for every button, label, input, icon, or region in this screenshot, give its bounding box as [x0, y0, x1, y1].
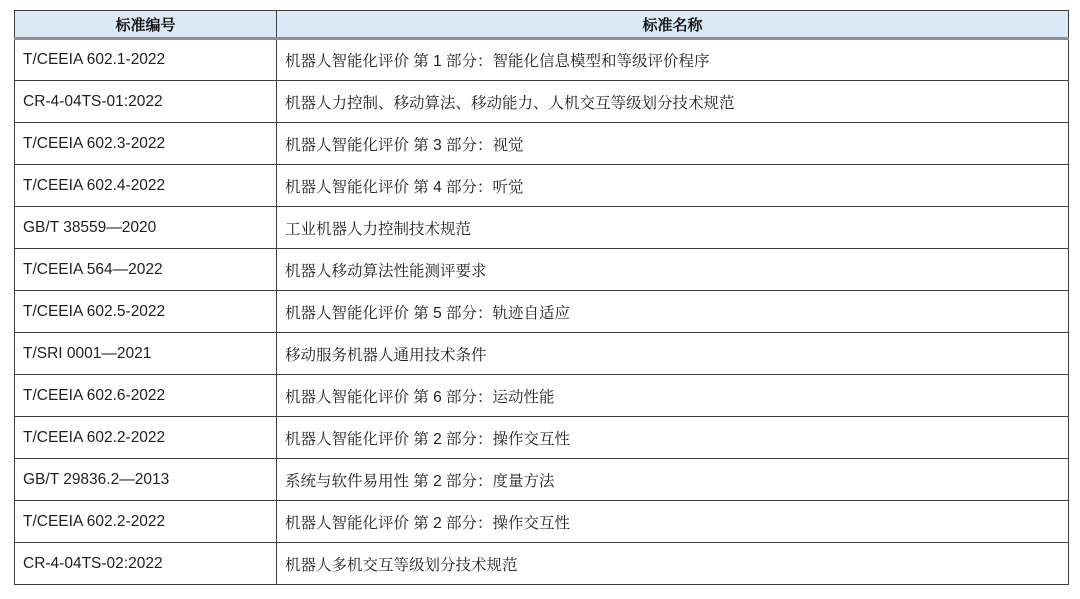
standard-name-cell: 机器人多机交互等级划分技术规范: [277, 543, 1069, 585]
standard-name-cell: 机器人智能化评价 第 2 部分：操作交互性: [277, 417, 1069, 459]
standard-code-cell: T/CEEIA 602.6-2022: [15, 375, 277, 417]
standard-code-cell: T/CEEIA 602.3-2022: [15, 123, 277, 165]
standard-name-cell: 机器人力控制、移动算法、移动能力、人机交互等级划分技术规范: [277, 81, 1069, 123]
column-header-standard-name: 标准名称: [277, 11, 1069, 39]
standard-code-cell: T/CEEIA 602.2-2022: [15, 501, 277, 543]
standard-code-cell: GB/T 38559—2020: [15, 207, 277, 249]
standard-name-cell: 机器人智能化评价 第 2 部分：操作交互性: [277, 501, 1069, 543]
standard-name-cell: 工业机器人力控制技术规范: [277, 207, 1069, 249]
standard-code-cell: T/CEEIA 602.5-2022: [15, 291, 277, 333]
standard-name-cell: 移动服务机器人通用技术条件: [277, 333, 1069, 375]
standard-code-cell: T/CEEIA 602.2-2022: [15, 417, 277, 459]
table-row: [15, 123, 1069, 165]
table-row: [15, 543, 1069, 585]
table-row: [15, 501, 1069, 543]
standard-code-cell: T/CEEIA 564—2022: [15, 249, 277, 291]
table-row: [15, 417, 1069, 459]
standard-code-cell: T/CEEIA 602.4-2022: [15, 165, 277, 207]
table-row: [15, 39, 1069, 81]
standard-code-cell: CR-4-04TS-01:2022: [15, 81, 277, 123]
table-row: [15, 459, 1069, 501]
column-header-standard-code: 标准编号: [15, 11, 277, 39]
table-row: [15, 291, 1069, 333]
table-row: [15, 375, 1069, 417]
standard-code-cell: T/SRI 0001—2021: [15, 333, 277, 375]
standard-code-cell: GB/T 29836.2—2013: [15, 459, 277, 501]
standard-name-cell: 机器人智能化评价 第 4 部分：听觉: [277, 165, 1069, 207]
standards-table-container: [14, 10, 1069, 599]
table-row: [15, 207, 1069, 249]
table-row: [15, 249, 1069, 291]
standard-name-cell: 系统与软件易用性 第 2 部分：度量方法: [277, 459, 1069, 501]
table-row: [15, 333, 1069, 375]
standard-name-cell: 机器人智能化评价 第 5 部分：轨迹自适应: [277, 291, 1069, 333]
standards-table: [14, 10, 1069, 585]
table-row: [15, 165, 1069, 207]
standard-name-cell: 机器人智能化评价 第 6 部分：运动性能: [277, 375, 1069, 417]
standard-code-cell: CR-4-04TS-02:2022: [15, 543, 277, 585]
table-header-row: [15, 11, 1069, 39]
standard-name-cell: 机器人智能化评价 第 3 部分：视觉: [277, 123, 1069, 165]
table-row: [15, 81, 1069, 123]
standard-name-cell: 机器人移动算法性能测评要求: [277, 249, 1069, 291]
standard-name-cell: 机器人智能化评价 第 1 部分：智能化信息模型和等级评价程序: [277, 39, 1069, 81]
standard-code-cell: T/CEEIA 602.1-2022: [15, 39, 277, 81]
